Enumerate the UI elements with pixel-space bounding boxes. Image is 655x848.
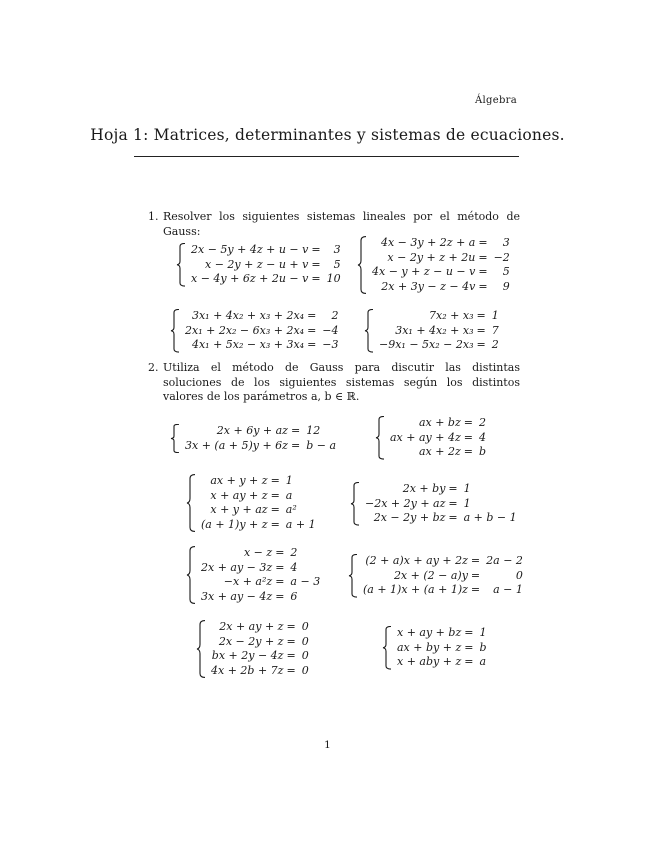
equation-rhs: 3 — [333, 243, 341, 256]
equation-lhs: 2x + ay + z — [219, 620, 284, 633]
equation-row — [379, 309, 499, 324]
equation-row — [211, 664, 309, 679]
equals-sign: = — [286, 649, 296, 662]
equation-rhs: 0 — [301, 620, 309, 633]
equation-rhs: 0 — [301, 634, 309, 648]
equation-lhs: 3x₁ + 4x₂ + x₃ — [395, 323, 474, 337]
equation-rhs: 2 — [290, 546, 298, 559]
equals-sign: = — [448, 496, 458, 510]
system-1a — [176, 243, 341, 287]
equals-sign: = — [290, 424, 301, 437]
equation-lhs: bx + 2y − 4z — [211, 649, 284, 662]
left-brace — [350, 482, 360, 526]
equals-sign: = — [478, 265, 488, 278]
equals-sign: = — [478, 236, 488, 249]
equation-rhs: 6 — [290, 589, 298, 603]
equation-lhs: 4x₁ + 5x₂ − x₃ + 3x₄ — [191, 338, 305, 351]
equation-lhs: 2x − 5y + 4z + u − v — [191, 243, 309, 256]
equals-sign: = — [464, 626, 474, 639]
equals-sign: = — [270, 474, 280, 487]
equation-rhs: 1 — [285, 474, 293, 487]
equals-sign: = — [275, 589, 285, 603]
equation-row — [397, 655, 487, 670]
equation-table — [201, 546, 320, 604]
equation-row — [185, 424, 336, 439]
equals-sign: = — [286, 634, 296, 648]
equals-sign: = — [286, 663, 296, 677]
equation-lhs: 2x + (2 − a)y — [393, 568, 468, 582]
equation-rhs: 7 — [491, 323, 499, 337]
equation-row — [372, 280, 510, 295]
equation-lhs: ax + 2z — [418, 445, 461, 458]
equation-rhs: b − a — [306, 438, 337, 452]
equation-rhs: b — [478, 445, 487, 458]
equation-lhs: −9x₁ − 5x₂ − 2x₃ — [379, 338, 474, 351]
system-2b — [375, 416, 486, 460]
equals-sign: = — [311, 257, 321, 271]
left-brace — [364, 309, 374, 353]
equals-sign: = — [476, 309, 486, 322]
equals-sign: = — [464, 640, 474, 654]
equation-table — [390, 416, 486, 460]
equals-sign: = — [270, 488, 280, 502]
equation-rhs: 1 — [479, 626, 487, 639]
equation-row — [365, 497, 517, 512]
equation-lhs: 2x − 2y + bz — [373, 511, 446, 524]
equals-sign: = — [448, 482, 458, 495]
left-brace — [186, 474, 196, 532]
left-brace — [176, 243, 186, 287]
equation-lhs: 3x + (a + 5)y + 6z — [185, 438, 288, 452]
equation-row — [379, 338, 499, 353]
equation-lhs: x − z — [243, 546, 273, 559]
equation-row — [397, 641, 487, 656]
system-2c — [186, 474, 316, 532]
exercise-number: 2. — [148, 361, 159, 374]
equation-rhs: 10 — [326, 272, 341, 285]
page-title: Hoja 1: Matrices, determinantes y sistemas de ecuaciones. — [90, 126, 565, 144]
equation-lhs: 2x + by — [402, 482, 446, 495]
equation-row — [390, 431, 486, 446]
equation-table — [185, 424, 336, 453]
equation-row — [201, 546, 320, 561]
equation-rhs: 4 — [478, 430, 486, 444]
equation-rhs: 0 — [515, 568, 523, 582]
equation-rhs: 1 — [463, 496, 471, 510]
equals-sign: = — [275, 546, 285, 559]
equation-table — [379, 309, 499, 353]
equation-table — [365, 482, 517, 526]
equation-row — [201, 518, 316, 533]
exercise-2 — [148, 361, 520, 407]
equation-rhs: 4 — [290, 560, 298, 574]
equation-table — [372, 236, 510, 294]
left-brace — [375, 416, 385, 460]
equation-row — [390, 416, 486, 431]
equation-table — [201, 474, 316, 532]
equation-lhs: 2x − 2y + z — [218, 634, 284, 648]
equation-lhs: ax + y + z — [210, 474, 268, 487]
equation-row — [365, 482, 517, 497]
equation-table — [191, 243, 341, 287]
system-2d — [350, 482, 517, 526]
equation-lhs: (a + 1)x + (a + 1)z — [363, 583, 468, 596]
equation-lhs: x + y + az — [210, 503, 268, 516]
left-brace — [357, 236, 367, 294]
equals-sign: = — [476, 323, 486, 337]
equation-lhs: ax + bz — [418, 416, 461, 429]
exercise-1 — [148, 210, 520, 238]
equation-lhs: −x + a²z — [223, 575, 273, 588]
system-2f — [348, 554, 523, 598]
equals-sign: = — [463, 416, 473, 429]
equation-table — [211, 620, 309, 678]
equation-row — [185, 439, 336, 454]
equation-rhs: 3 — [502, 236, 510, 249]
equation-lhs: x − 2y + z + 2u — [387, 250, 476, 264]
equation-row — [201, 489, 316, 504]
equation-rhs: 2 — [331, 309, 339, 322]
equation-rhs: a − 1 — [493, 583, 523, 596]
equals-sign: = — [470, 583, 481, 596]
equals-sign: = — [470, 554, 481, 567]
equation-row — [372, 251, 510, 266]
equals-sign: = — [463, 445, 473, 458]
equation-rhs: 2 — [478, 416, 486, 429]
equation-rhs: 9 — [502, 279, 510, 293]
equals-sign: = — [311, 272, 321, 285]
equation-lhs: x + ay + bz — [397, 626, 462, 639]
equation-row — [201, 561, 320, 576]
equation-row — [363, 554, 523, 569]
equals-sign: = — [311, 243, 321, 256]
equals-sign: = — [307, 338, 317, 351]
equals-sign: = — [478, 250, 488, 264]
equation-lhs: ax + ay + 4z — [390, 430, 461, 444]
equation-rhs: b — [479, 640, 487, 654]
equation-row — [372, 265, 510, 280]
equation-row — [379, 324, 499, 339]
system-2g — [196, 620, 309, 678]
equals-sign: = — [478, 279, 488, 293]
equation-row — [201, 474, 316, 489]
equation-row — [397, 626, 487, 641]
equation-row — [211, 620, 309, 635]
equals-sign: = — [286, 620, 296, 633]
equals-sign: = — [275, 575, 285, 588]
equation-row — [191, 243, 341, 258]
exercise-text: Resolver los siguientes sistemas lineales por el método de Gauss: — [163, 210, 520, 238]
equation-lhs: x − 4y + 6z + 2u − v — [191, 272, 309, 285]
equation-row — [185, 309, 339, 324]
system-2a — [170, 424, 336, 453]
equation-lhs: x + aby + z — [397, 655, 462, 668]
equation-row — [390, 445, 486, 460]
left-brace — [186, 546, 196, 604]
equation-rhs: 2a − 2 — [486, 554, 523, 567]
equals-sign: = — [476, 338, 486, 351]
exercise-number: 1. — [148, 210, 159, 223]
equation-rhs: a + b − 1 — [463, 511, 517, 524]
equation-rhs: a — [285, 488, 293, 502]
equation-table — [363, 554, 523, 598]
equation-rhs: a — [479, 655, 487, 668]
equals-sign: = — [307, 323, 317, 337]
left-brace — [196, 620, 206, 678]
equation-rhs: 1 — [463, 482, 471, 495]
equation-row — [363, 583, 523, 598]
equation-lhs: x − 2y + z − u + v — [205, 257, 309, 271]
equals-sign: = — [448, 511, 458, 524]
equation-lhs: ax + by + z — [397, 640, 462, 654]
equals-sign: = — [464, 655, 474, 668]
equation-rhs: 5 — [333, 257, 341, 271]
system-2e — [186, 546, 320, 604]
equation-row — [201, 575, 320, 590]
system-1d — [364, 309, 499, 353]
equation-row — [191, 258, 341, 273]
equation-lhs: 4x − 3y + 2z + a — [380, 236, 476, 249]
left-brace — [170, 309, 180, 353]
left-brace — [382, 626, 392, 670]
equation-lhs: (2 + a)x + ay + 2z — [365, 554, 468, 567]
equation-rhs: −4 — [322, 323, 339, 337]
equation-row — [365, 511, 517, 526]
equation-rhs: a − 3 — [290, 575, 321, 588]
equation-row — [211, 649, 309, 664]
equation-table — [397, 626, 487, 670]
equation-rhs: 12 — [306, 424, 321, 437]
system-1b — [357, 236, 510, 294]
title-rule — [134, 156, 519, 157]
equals-sign: = — [463, 430, 473, 444]
equation-table — [185, 309, 339, 353]
equals-sign: = — [275, 560, 285, 574]
equation-row — [363, 569, 523, 584]
equation-lhs: (a + 1)y + z — [201, 517, 268, 531]
equation-lhs: −2x + 2y + az — [365, 496, 446, 510]
equation-lhs: x + ay + z — [210, 488, 268, 502]
equals-sign: = — [270, 517, 280, 531]
equation-rhs: 0 — [301, 663, 309, 677]
equation-lhs: 2x + 6y + az — [216, 424, 288, 437]
equation-row — [211, 635, 309, 650]
equation-row — [191, 272, 341, 287]
equals-sign: = — [270, 503, 280, 516]
equation-lhs: 2x₁ + 2x₂ − 6x₃ + 2x₄ — [185, 323, 305, 337]
equation-rhs: 5 — [502, 265, 510, 278]
equation-lhs: 3x + ay − 4z — [201, 589, 273, 603]
course-header: Álgebra — [475, 95, 517, 106]
equation-row — [201, 503, 316, 518]
equation-row — [185, 324, 339, 339]
equals-sign: = — [290, 438, 301, 452]
left-brace — [348, 554, 358, 598]
equation-lhs: 2x + 3y − z − 4v — [381, 279, 476, 293]
system-1c — [170, 309, 339, 353]
equation-lhs: 7x₂ + x₃ — [429, 309, 474, 322]
equation-rhs: 0 — [301, 649, 309, 662]
equals-sign: = — [470, 568, 481, 582]
equation-rhs: −3 — [322, 338, 339, 351]
left-brace — [170, 424, 180, 453]
equation-rhs: a² — [285, 503, 297, 516]
equation-lhs: 3x₁ + 4x₂ + x₃ + 2x₄ — [191, 309, 305, 322]
equation-rhs: 1 — [491, 309, 499, 322]
equation-lhs: 4x − y + z − u − v — [372, 265, 476, 278]
equation-row — [201, 590, 320, 605]
page-number: 1 — [324, 739, 331, 751]
system-2h — [382, 626, 487, 670]
equation-rhs: 2 — [491, 338, 499, 351]
equation-lhs: 2x + ay − 3z — [201, 560, 273, 574]
equals-sign: = — [307, 309, 317, 322]
exercise-text: Utiliza el método de Gauss para discutir las distintas soluciones de los siguientes sistemas según los distintos valores de los parámetros a, b ∈ ℝ. — [163, 361, 520, 403]
equation-row — [372, 236, 510, 251]
equation-rhs: a + 1 — [285, 517, 316, 531]
equation-row — [185, 338, 339, 353]
equation-lhs: 4x + 2b + 7z — [211, 663, 284, 677]
equation-rhs: −2 — [493, 250, 510, 264]
